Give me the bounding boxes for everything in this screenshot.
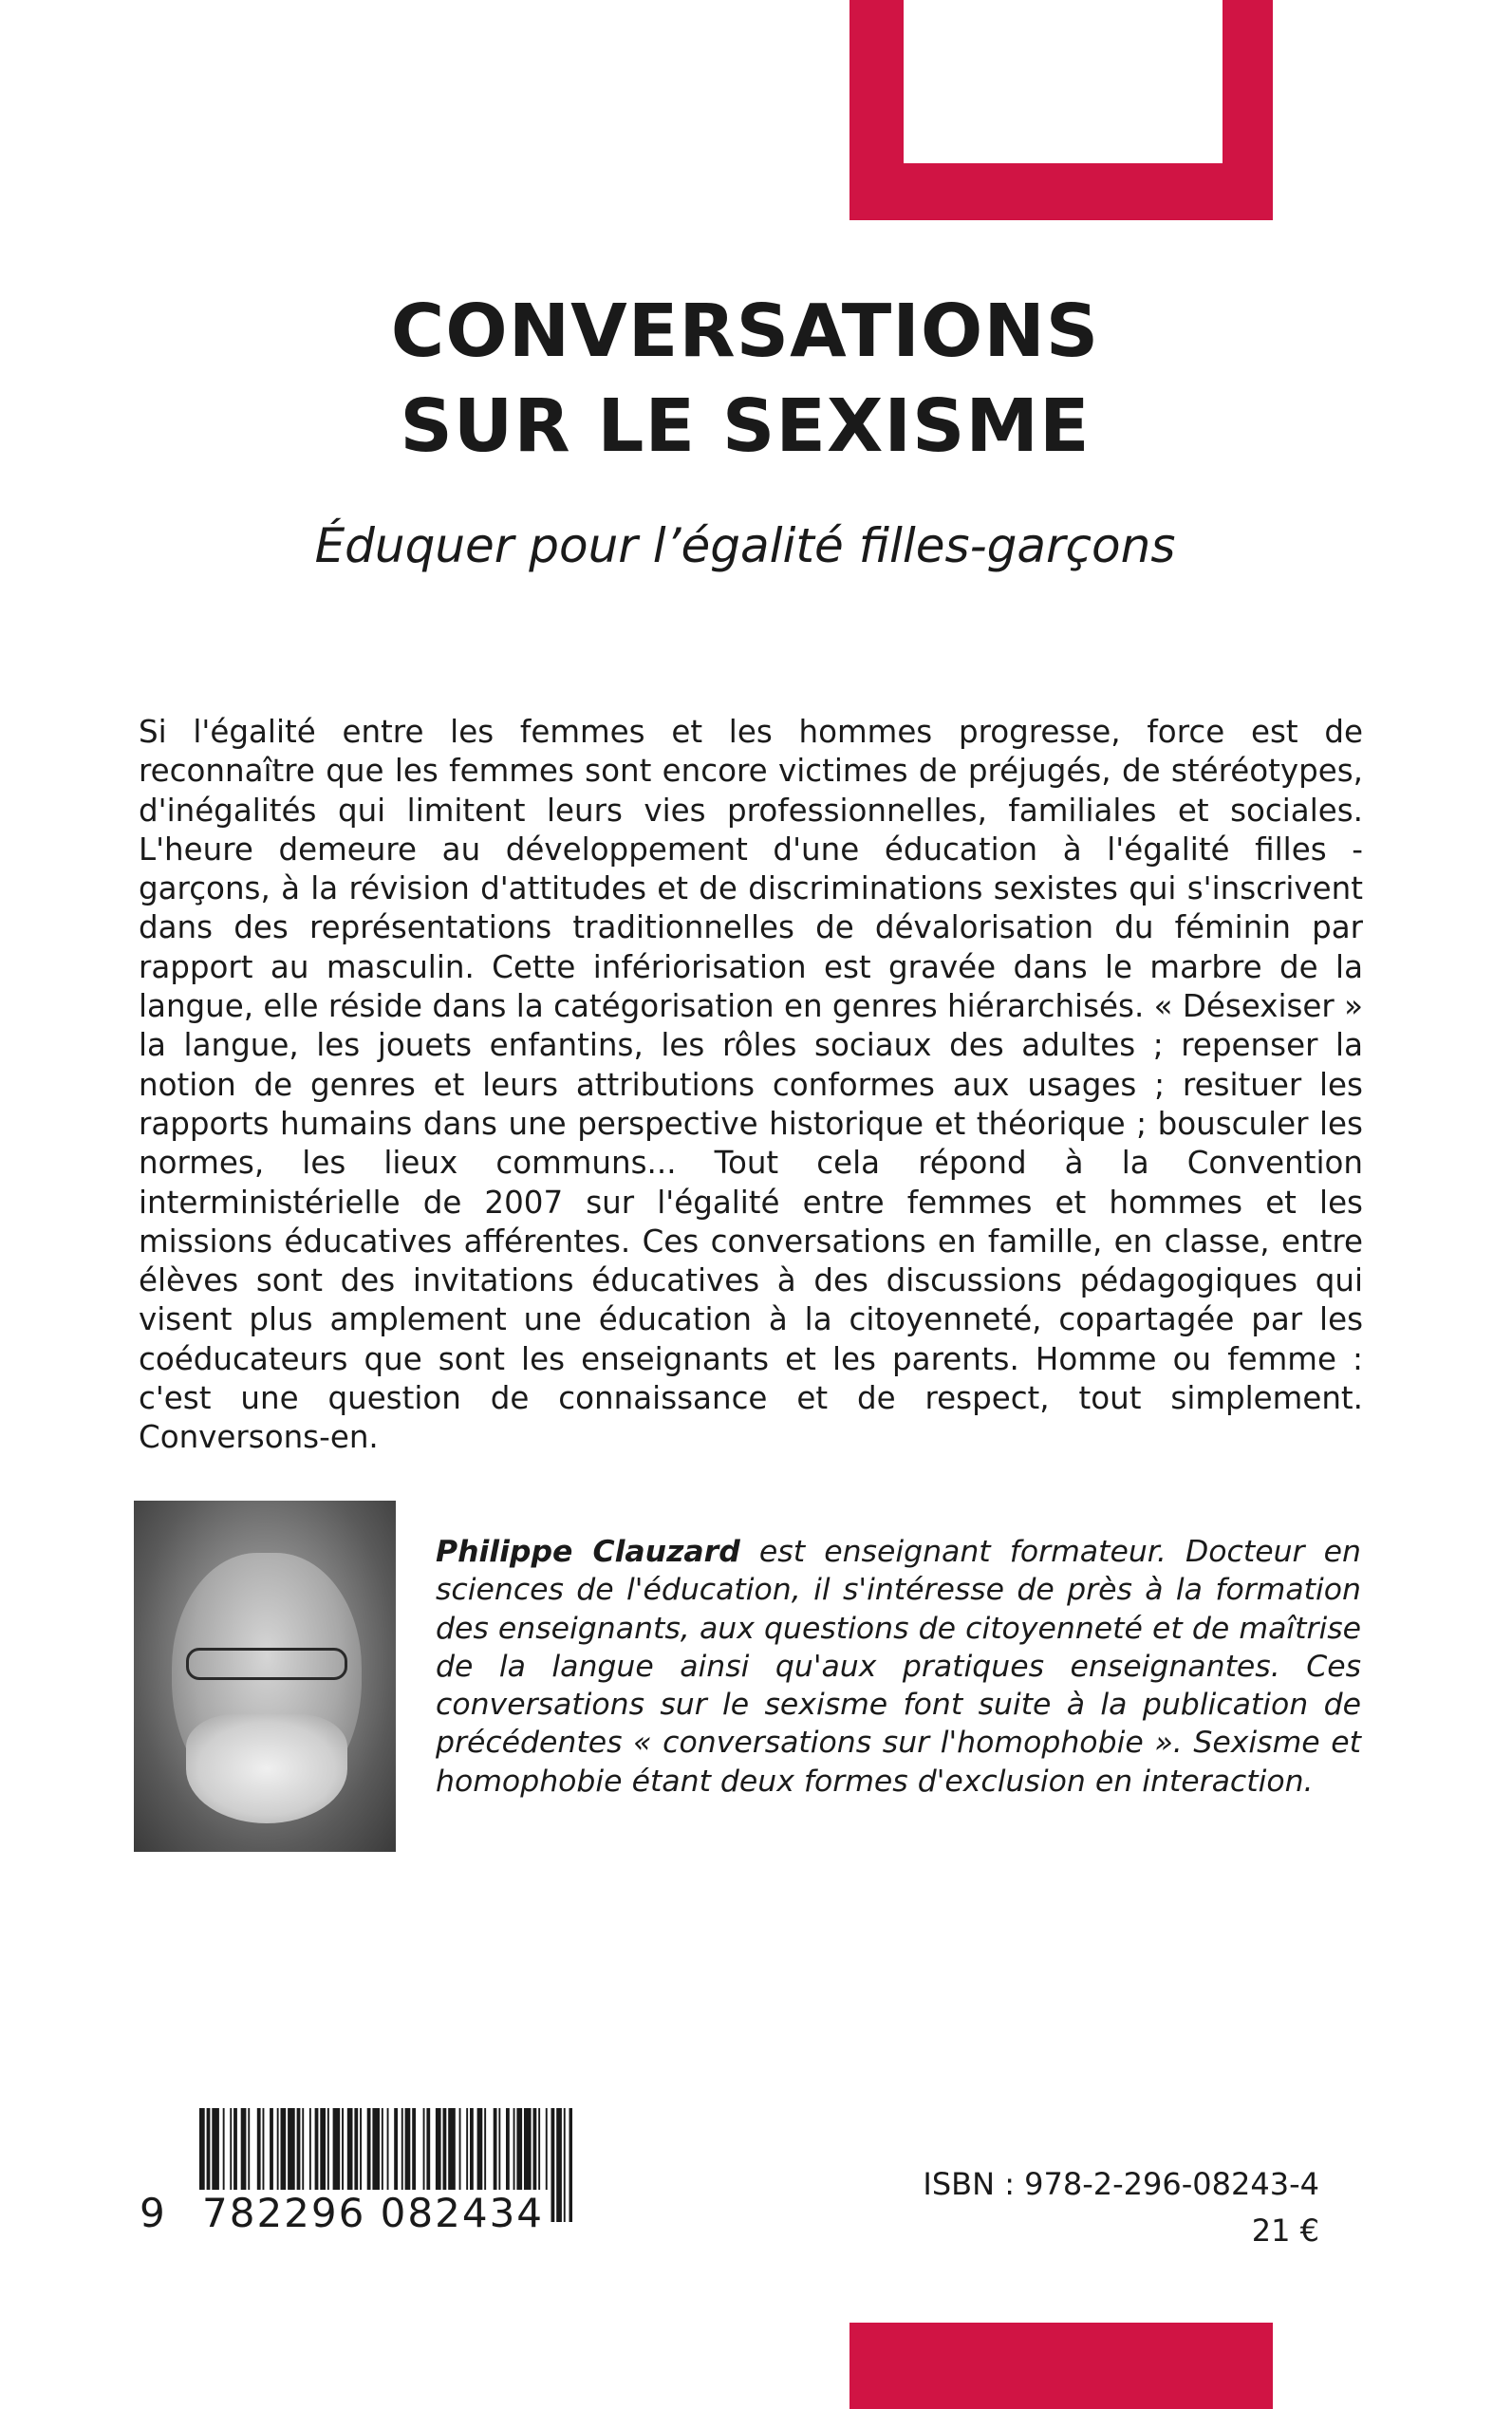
barcode-bar: [556, 2108, 562, 2222]
barcode-bar: [564, 2108, 566, 2222]
back-cover-blurb: Si l'égalité entre les femmes et les hommes progresse, force est de reconnaître que les femmes sont encore victimes de préjugés, de stéréotypes, d'inégalités qui limitent leurs vies professionnelles, familiales et sociales. L'heure demeure au développement d'une éducation à l'égalité filles - garçons, à la révision d'attitudes et de discriminations sexistes qui s'inscrivent dans des représentations traditionnelles de dévalorisation du féminin par rapport au masculin. Cette infériorisation est gravée dans le marbre de la langue, elle réside dans la catégorisation en genres hiérarchisés. « Désexiser » la langue, les jouets enfantins, les rôles sociaux des adultes ; repenser la notion de genres et leurs attributions conformes aux usages ; resituer les rapports humains dans une perspective historique et théorique ; bousculer les normes, les lieux communs... Tout cela répond à la Convention interministérielle de 2007 sur l'égalité entre femmes et hommes et les missions éducatives afférentes. Ces conversations en famille, en classe, entre élèves sont des invitations éducatives à des discussions pédagogiques qui visent plus amplement une éducation à la citoyenneté, copartagée par les coéducateurs que sont les enseignants et les parents. Homme ou femme : c'est une question de connaissance et de respect, tout simplement. Conversons-en.: [139, 714, 1363, 1456]
top-red-frame: [849, 0, 1273, 220]
bottom-red-bar: [849, 2323, 1273, 2409]
isbn: ISBN : 978-2-296-08243-4: [923, 2166, 1319, 2202]
top-red-frame-inner: [904, 0, 1223, 163]
author-bio-text: est enseignant formateur. Docteur en sciences de l'éducation, il s'intéresse de près à la formation des enseignants, aux questions de citoyenneté et de maîtrise de la langue ainsi qu'aux pratiques enseignantes. Ces conversations sur le sexisme font suite à la publication de précédentes « conversations sur l'homophobie ». Sexisme et homophobie étant deux formes d'exclusion en interaction.: [436, 1535, 1362, 1799]
barcode-number: 782296 082434: [198, 2190, 548, 2237]
author-bio: [436, 1533, 1361, 1801]
barcode-bar: [569, 2108, 573, 2222]
author-photo: [134, 1501, 396, 1852]
book-subtitle: Éduquer pour l’égalité filles-garçons: [314, 518, 1176, 573]
author-photo-beard: [186, 1714, 347, 1823]
book-title: [152, 285, 1338, 475]
book-title-line-1: CONVERSATIONS: [390, 289, 1100, 374]
barcode-bar: [551, 2108, 555, 2222]
book-title-line-2: SUR LE SEXISME: [400, 384, 1091, 469]
author-photo-glasses: [186, 1648, 347, 1680]
price: 21 €: [1251, 2213, 1319, 2249]
barcode-first-digit: 9: [140, 2190, 167, 2236]
author-name: Philippe Clauzard: [436, 1535, 740, 1569]
